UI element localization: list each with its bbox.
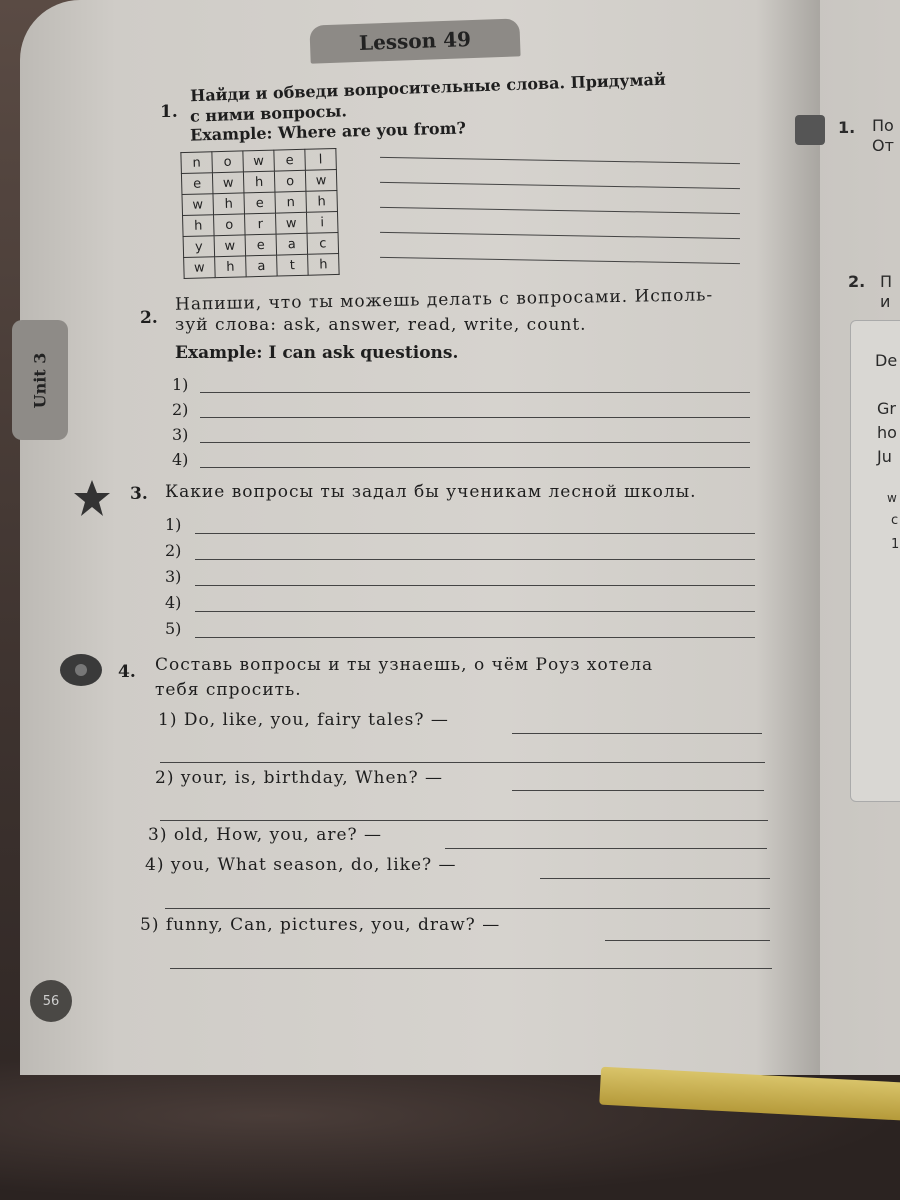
grid-cell[interactable]: a — [246, 255, 278, 277]
grid-cell[interactable]: w — [182, 194, 214, 216]
right-ex2-text: и — [880, 292, 891, 311]
grid-row — [184, 253, 339, 278]
ex3-number: 3. — [130, 484, 148, 504]
right-box-text: w — [887, 491, 897, 505]
ex3-answer-line[interactable] — [195, 637, 755, 638]
ex3-item-label: 2) — [165, 541, 182, 560]
ex4-answer-line[interactable] — [540, 878, 770, 879]
grid-cell[interactable]: w — [243, 150, 275, 172]
grid-cell[interactable]: r — [245, 213, 277, 235]
ex2-instruction-line2: зуй слова: ask, answer, read, write, count. — [175, 315, 587, 335]
ex3-item-label: 5) — [165, 619, 182, 638]
grid-cell[interactable]: y — [183, 236, 215, 258]
right-ex1-text: От — [872, 136, 894, 155]
grid-cell[interactable]: n — [275, 191, 307, 213]
ex2-item-label: 1) — [172, 375, 189, 394]
ex4-item: 2) your, is, birthday, When? — — [155, 768, 444, 788]
ex4-answer-line[interactable] — [512, 733, 762, 734]
ex4-number: 4. — [118, 662, 136, 682]
grid-cell[interactable]: i — [306, 211, 338, 233]
ex3-item-label: 3) — [165, 567, 182, 586]
ex1-instruction-line2: с ними вопросы. — [189, 101, 348, 126]
grid-cell[interactable]: w — [212, 172, 244, 194]
ex4-item: 3) old, How, you, are? — — [148, 825, 383, 845]
ex4-answer-line[interactable] — [165, 908, 770, 909]
grid-cell[interactable]: h — [183, 215, 215, 237]
right-info-box — [850, 320, 900, 802]
grid-cell[interactable]: e — [181, 173, 213, 195]
ex1-number: 1. — [160, 102, 178, 122]
right-box-text: 1 — [891, 537, 900, 552]
ex2-answer-line[interactable] — [200, 467, 750, 468]
grid-cell[interactable]: l — [305, 148, 337, 170]
right-box-text: ho — [877, 423, 897, 442]
grid-cell[interactable]: t — [277, 254, 309, 276]
grid-cell[interactable]: c — [307, 232, 339, 254]
right-exercise-icon — [795, 115, 825, 145]
ex4-item: 1) Do, like, you, fairy tales? — — [158, 710, 449, 730]
ex2-item-label: 4) — [172, 450, 189, 469]
grid-cell[interactable]: h — [215, 256, 247, 278]
ex3-answer-line[interactable] — [195, 559, 755, 560]
ex1-example: Example: Where are you from? — [189, 118, 467, 145]
puzzle-icon — [58, 650, 104, 690]
grid-cell[interactable]: h — [306, 190, 338, 212]
grid-cell[interactable]: o — [214, 214, 246, 236]
right-box-text: Gr — [877, 399, 896, 418]
right-box-text: Ju — [877, 447, 892, 466]
lesson-title: Lesson 49 — [309, 18, 520, 63]
unit-tab: Unit 3 — [12, 320, 68, 440]
ex3-answer-line[interactable] — [195, 585, 755, 586]
ex4-item: 5) funny, Can, pictures, you, draw? — — [140, 915, 501, 935]
grid-cell[interactable]: e — [244, 192, 276, 214]
grid-cell[interactable]: h — [213, 193, 245, 215]
right-box-text: c — [891, 513, 899, 528]
ex3-item-label: 1) — [165, 515, 182, 534]
ex2-instruction-line1: Напиши, что ты можешь делать с вопросами. Исполь- — [174, 285, 714, 315]
grid-cell[interactable]: h — [243, 171, 275, 193]
grid-cell[interactable]: o — [212, 151, 244, 173]
ex4-instruction-line1: Составь вопросы и ты узнаешь, о чём Роуз хотела — [155, 655, 654, 675]
page-number: 56 — [30, 980, 72, 1022]
grid-cell[interactable]: o — [274, 170, 306, 192]
grid-cell[interactable]: w — [305, 169, 337, 191]
grid-cell[interactable]: w — [214, 235, 246, 257]
ex4-answer-line[interactable] — [605, 940, 770, 941]
grid-cell[interactable]: h — [308, 253, 340, 275]
right-box-text: De — [875, 351, 898, 370]
grid-cell[interactable]: e — [245, 234, 277, 256]
word-search-grid — [180, 148, 339, 279]
right-ex1-number: 1. — [838, 118, 856, 137]
ex3-instruction: Какие вопросы ты задал бы ученикам лесной школы. — [165, 482, 697, 502]
ex4-item: 4) you, What season, do, like? — — [145, 855, 457, 875]
grid-cell[interactable]: n — [181, 152, 213, 174]
ex2-item-label: 2) — [172, 400, 189, 419]
right-ex1-text: По — [872, 116, 894, 135]
ex2-number: 2. — [140, 308, 158, 328]
ex2-answer-line[interactable] — [200, 442, 750, 443]
ex4-answer-line[interactable] — [170, 968, 772, 969]
ex4-answer-line[interactable] — [160, 762, 765, 763]
grid-cell[interactable]: w — [184, 257, 216, 279]
ex4-instruction-line2: тебя спросить. — [155, 680, 302, 700]
ex4-answer-line[interactable] — [160, 820, 768, 821]
star-icon — [72, 478, 112, 518]
ex2-item-label: 3) — [172, 425, 189, 444]
grid-cell[interactable]: w — [275, 212, 307, 234]
ex2-answer-line[interactable] — [200, 392, 750, 393]
grid-cell[interactable]: e — [274, 149, 306, 171]
ex1-instruction-line1: Найди и обведи вопросительные слова. Придумай — [189, 69, 667, 106]
ex4-answer-line[interactable] — [512, 790, 764, 791]
ex2-answer-line[interactable] — [200, 417, 750, 418]
ex3-item-label: 4) — [165, 593, 182, 612]
left-page — [20, 0, 820, 1075]
ex3-answer-line[interactable] — [195, 611, 755, 612]
ex3-answer-line[interactable] — [195, 533, 755, 534]
right-ex2-text: П — [880, 272, 893, 291]
ex4-answer-line[interactable] — [445, 848, 767, 849]
grid-cell[interactable]: a — [276, 233, 308, 255]
right-ex2-number: 2. — [848, 272, 866, 291]
ex2-example: Example: I can ask questions. — [175, 343, 459, 363]
